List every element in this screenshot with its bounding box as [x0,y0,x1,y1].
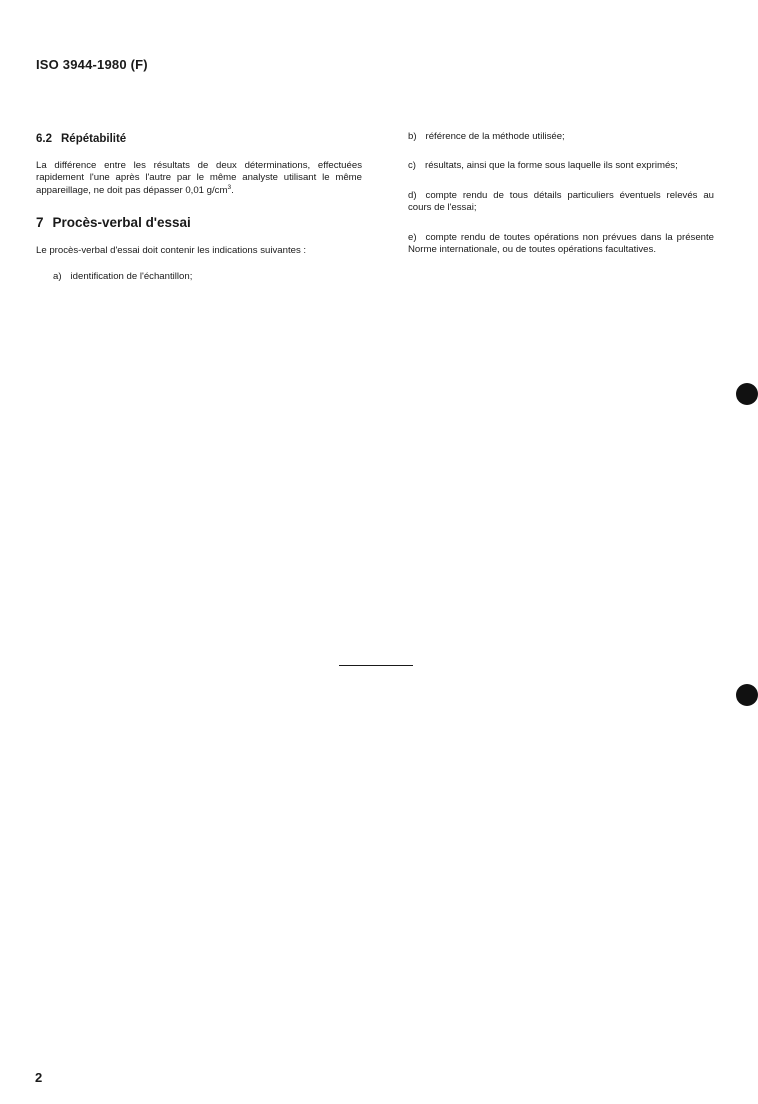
section-6-2-number: 6.2 [36,133,52,145]
list-item-e-text: compte rendu de toutes opérations non prévues dans la présente Norme internationale, ou de toutes opérations facultatives. [408,231,714,256]
list-item-d [408,190,714,215]
list-item-c-label: c) [408,160,416,172]
list-item-c-text: résultats, ainsi que la forme sous laquelle ils sont exprimés; [425,160,678,172]
list-item-b [408,131,714,143]
section-6-2-title: Répétabilité [61,133,127,145]
section-6-2-text-end: . [231,184,234,196]
list-item-d-label: d) [408,189,417,201]
list-item-b-text: référence de la méthode utilisée; [425,131,565,142]
punch-hole-mark-top [736,383,758,405]
list-item-a [36,271,362,283]
right-column [408,131,714,256]
list-item-e-label: e) [408,231,417,243]
section-7-heading [36,214,362,232]
section-6-2-text: La différence entre les résultats de deux déterminations, effectuées rapidement l'une après l'autre par le même analyste utilisant le même appareillage, ne doit pas dépasser 0,01 g/cm [36,160,362,196]
page-number: 2 [35,1070,43,1085]
section-6-2-heading [36,131,362,147]
section-6-2-paragraph [36,160,362,197]
section-7-title: Procès-verbal d'essai [52,215,191,231]
list-item-e [408,232,714,257]
list-item-a-label: a) [53,270,62,282]
list-item-d-text: compte rendu de tous détails particuliers éventuels relevés au cours de l'essai; [408,189,714,214]
document-header: ISO 3944-1980 (F) [36,57,148,72]
end-rule-divider [339,665,413,666]
section-7-intro: Le procès-verbal d'essai doit contenir les indications suivantes : [36,245,307,257]
list-item-c [408,160,714,172]
list-item-a-text: identification de l'échantillon; [70,270,193,282]
left-column [36,131,362,283]
list-item-b-label: b) [408,131,417,142]
section-6-2-superscript: 3 [227,183,232,191]
section-7-number: 7 [36,215,44,231]
punch-hole-mark-bottom [736,684,758,706]
